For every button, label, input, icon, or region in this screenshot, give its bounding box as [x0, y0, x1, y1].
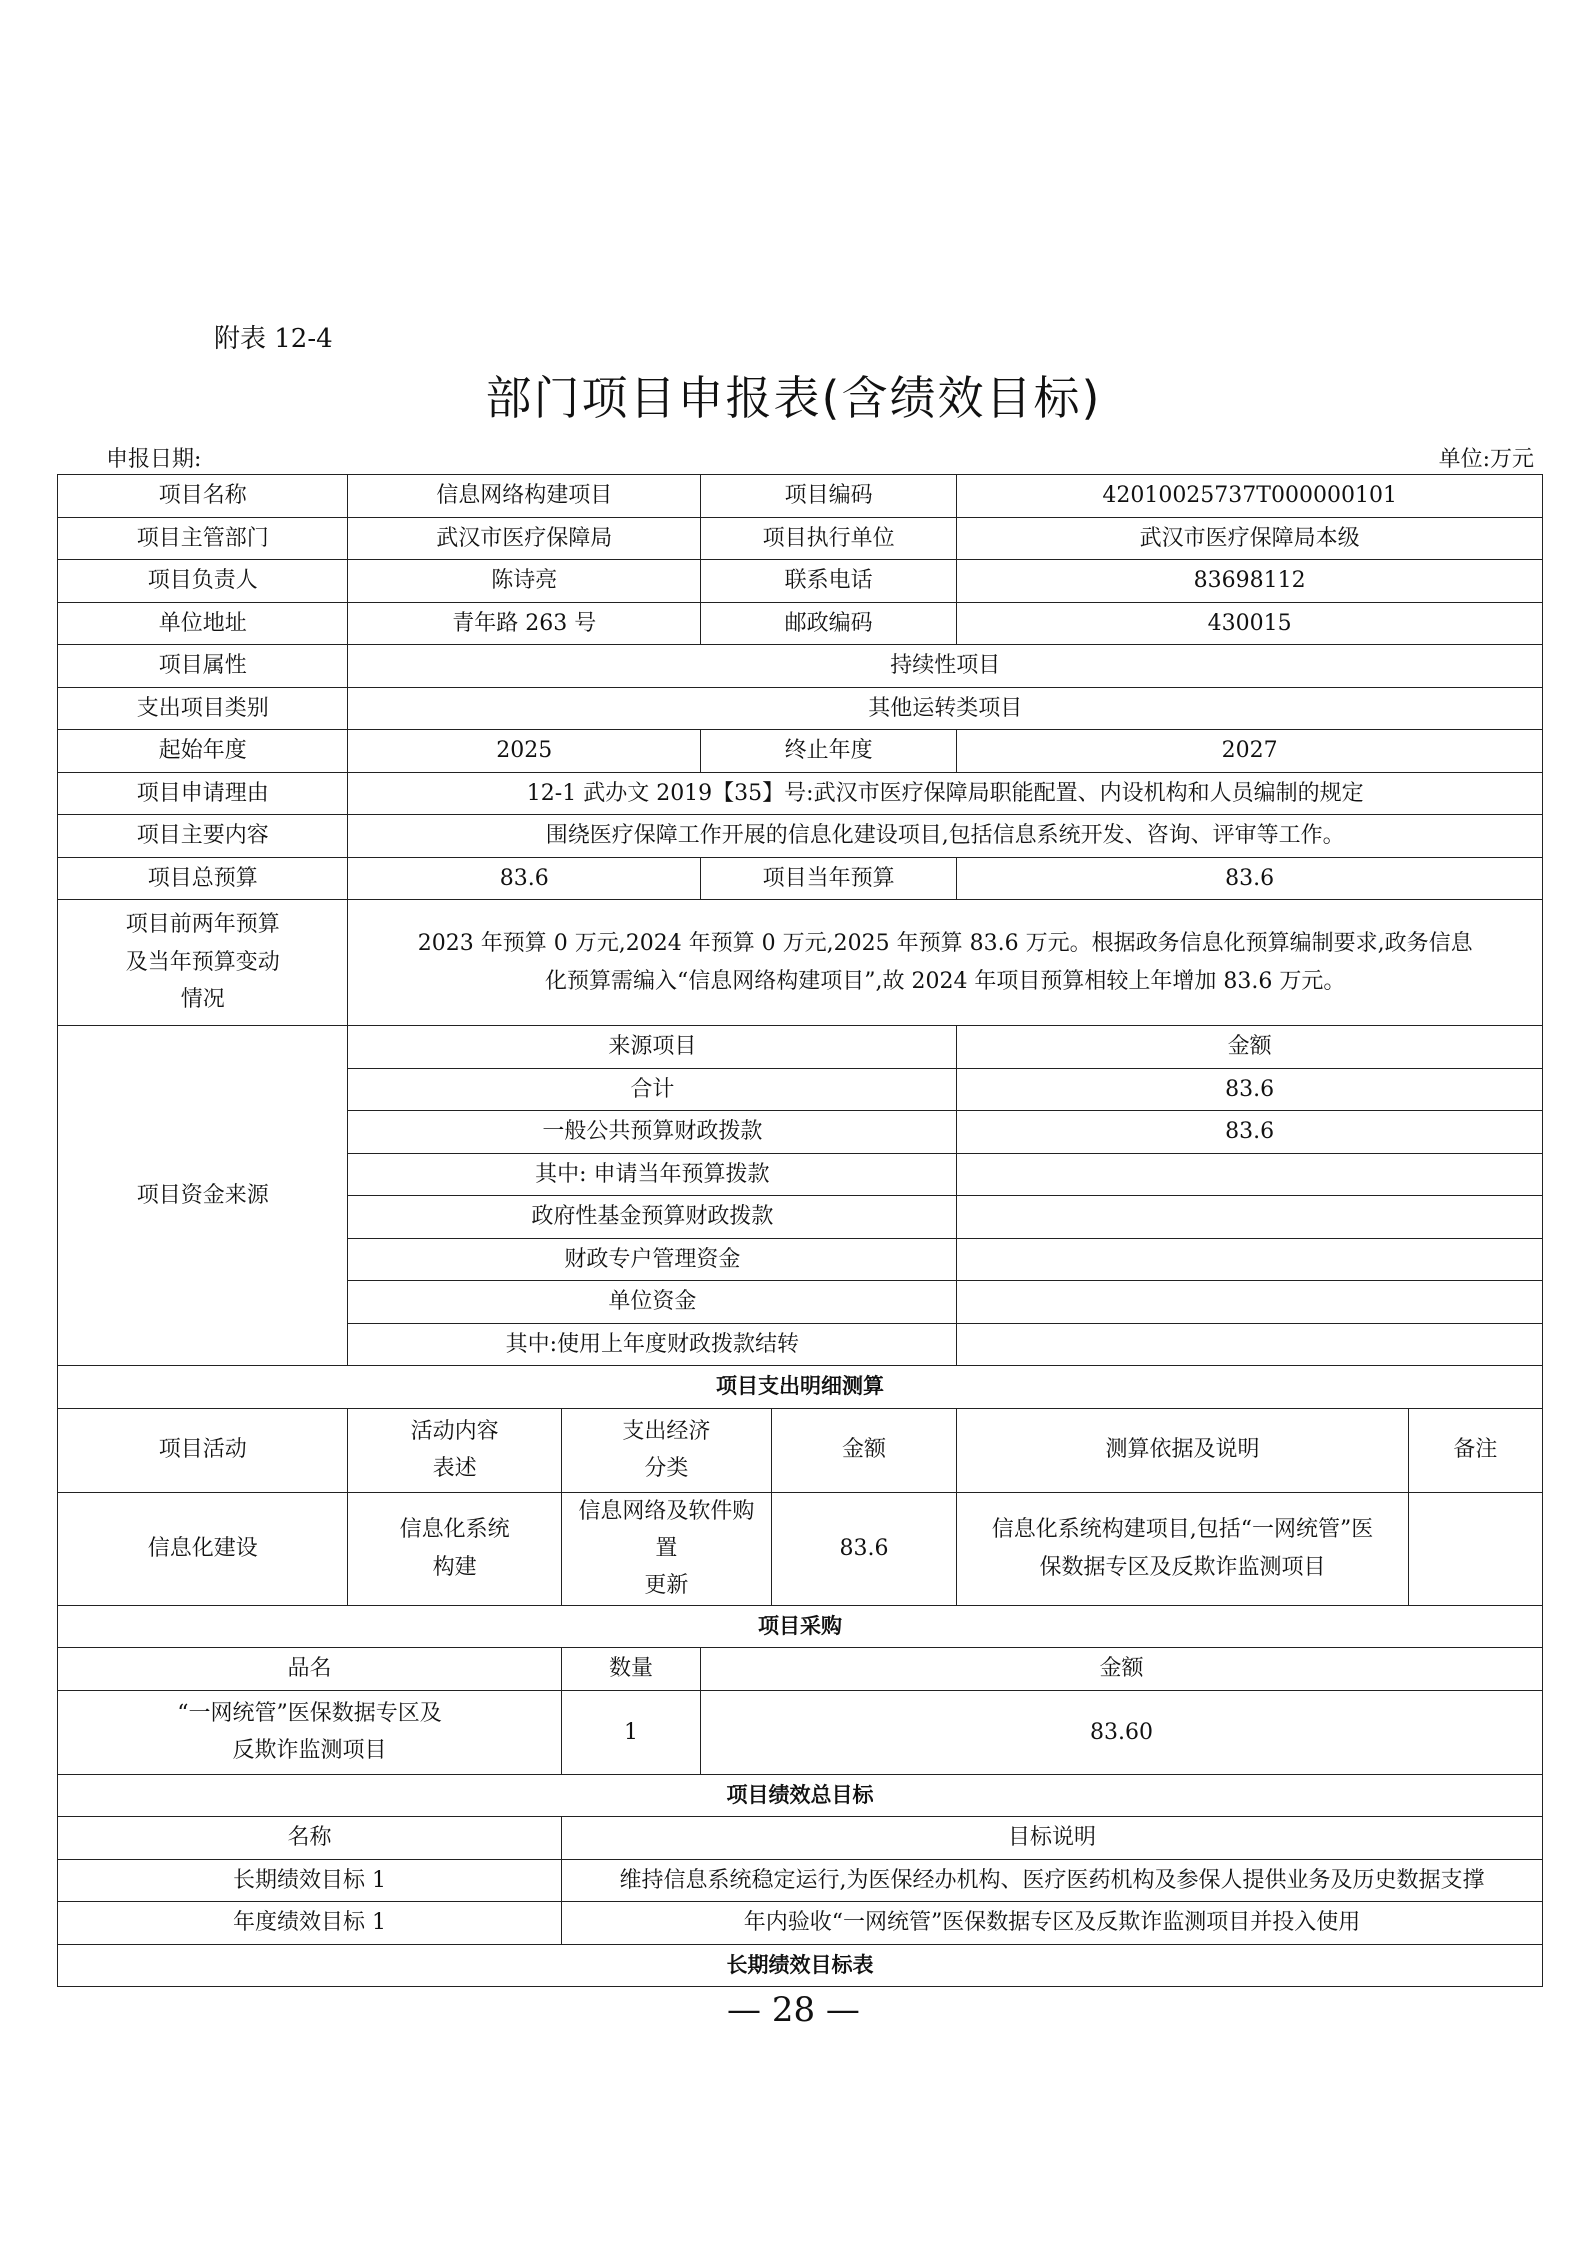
funding-row-name: 其中:使用上年度财政拨款结转 [348, 1323, 957, 1366]
lead-value: 陈诗亮 [348, 560, 701, 603]
unit-label: 单位:万元 [1438, 447, 1534, 472]
address-label: 单位地址 [58, 602, 348, 645]
funding-row-amount [957, 1281, 1543, 1324]
detail-amount: 83.6 [771, 1492, 956, 1605]
funding-row-amount [957, 1196, 1543, 1239]
content-label: 项目主要内容 [58, 815, 348, 858]
detail-desc-line: 构建 [432, 1554, 477, 1580]
procurement-name-line: 反欺诈监测项目 [232, 1738, 387, 1764]
start-year-label: 起始年度 [58, 730, 348, 773]
total-budget-value: 83.6 [348, 857, 701, 900]
content-value: 围绕医疗保障工作开展的信息化建设项目,包括信息系统开发、咨询、评审等工作。 [348, 815, 1543, 858]
dept-label: 项目主管部门 [58, 517, 348, 560]
detail-econ [561, 1492, 771, 1605]
detail-activity-header: 项目活动 [58, 1408, 348, 1492]
funding-row-name: 一般公共预算财政拨款 [348, 1111, 957, 1154]
page-number: — 28 — [727, 1990, 860, 2030]
funding-amount-header: 金额 [957, 1026, 1543, 1069]
table-row [58, 1492, 1543, 1605]
table-row [58, 772, 1543, 815]
detail-econ-header [561, 1408, 771, 1492]
procurement-name-line: “一网统管”医保数据专区及 [177, 1700, 442, 1726]
exec-unit-label: 项目执行单位 [701, 517, 957, 560]
funding-row-name: 政府性基金预算财政拨款 [348, 1196, 957, 1239]
long-goal-table-title: 长期绩效目标表 [58, 1944, 1543, 1987]
funding-source-label: 项目资金来源 [58, 1026, 348, 1366]
project-code-label: 项目编码 [701, 475, 957, 518]
procurement-qty: 1 [561, 1690, 700, 1774]
detail-desc-line: 信息化系统 [399, 1517, 510, 1543]
section-row [58, 1774, 1543, 1817]
project-code-value: 42010025737T000000101 [957, 475, 1543, 518]
long-goal-desc: 维持信息系统稳定运行,为医保经办机构、医疗医药机构及参保人提供业务及历史数据支撑 [561, 1859, 1542, 1902]
detail-econ-header-line: 支出经济 [622, 1418, 711, 1444]
funding-row-amount [957, 1153, 1543, 1196]
budget-change-line: 2023 年预算 0 万元,2024 年预算 0 万元,2025 年预算 83.6 万元。根据政务信息化预算编制要求,政务信息 [417, 931, 1473, 957]
procurement-section-title: 项目采购 [58, 1605, 1543, 1648]
table-row [58, 560, 1543, 603]
project-application-table [57, 474, 1543, 1987]
table-row [58, 900, 1543, 1026]
detail-desc-header [348, 1408, 562, 1492]
table-row [58, 475, 1543, 518]
reason-label: 项目申请理由 [58, 772, 348, 815]
long-goal-name: 长期绩效目标 1 [58, 1859, 562, 1902]
procurement-qty-header: 数量 [561, 1648, 700, 1691]
end-year-value: 2027 [957, 730, 1543, 773]
detail-econ-line: 更新 [644, 1573, 689, 1599]
funding-row-amount [957, 1323, 1543, 1366]
procurement-name [58, 1690, 562, 1774]
budget-change-label [58, 900, 348, 1026]
funding-row-name: 其中: 申请当年预算拨款 [348, 1153, 957, 1196]
table-row [58, 602, 1543, 645]
end-year-label: 终止年度 [701, 730, 957, 773]
procurement-amount-header: 金额 [701, 1648, 1543, 1691]
detail-note [1408, 1492, 1542, 1605]
table-row [58, 1408, 1543, 1492]
funding-row-amount [957, 1238, 1543, 1281]
section-row [58, 1605, 1543, 1648]
phone-label: 联系电话 [701, 560, 957, 603]
table-row [58, 1026, 1543, 1069]
type-label: 支出项目类别 [58, 687, 348, 730]
zip-value: 430015 [957, 602, 1543, 645]
table-row [58, 645, 1543, 688]
project-name-label: 项目名称 [58, 475, 348, 518]
detail-note-header: 备注 [1408, 1408, 1542, 1492]
dept-value: 武汉市医疗保障局 [348, 517, 701, 560]
detail-desc [348, 1492, 562, 1605]
table-row [58, 517, 1543, 560]
goals-desc-header: 目标说明 [561, 1817, 1542, 1860]
detail-section-title: 项目支出明细测算 [58, 1366, 1543, 1409]
procurement-amount: 83.60 [701, 1690, 1543, 1774]
table-row [58, 815, 1543, 858]
detail-basis [957, 1492, 1408, 1605]
detail-desc-header-line: 活动内容 [410, 1418, 499, 1444]
annual-goal-name: 年度绩效目标 1 [58, 1902, 562, 1945]
funding-row-name: 财政专户管理资金 [348, 1238, 957, 1281]
table-row [58, 1859, 1543, 1902]
section-row [58, 1944, 1543, 1987]
table-row [58, 857, 1543, 900]
budget-change-label-line: 情况 [180, 987, 225, 1013]
table-row [58, 1648, 1543, 1691]
page-title: 部门项目申报表(含绩效目标) [485, 371, 1102, 425]
table-row [58, 1690, 1543, 1774]
attachment-label: 附表 12-4 [214, 324, 333, 354]
section-row [58, 1366, 1543, 1409]
detail-basis-header: 测算依据及说明 [957, 1408, 1408, 1492]
budget-change-value [348, 900, 1543, 1026]
zip-label: 邮政编码 [701, 602, 957, 645]
total-budget-label: 项目总预算 [58, 857, 348, 900]
lead-label: 项目负责人 [58, 560, 348, 603]
detail-econ-line: 信息网络及软件购置 [578, 1498, 755, 1561]
funding-row-amount: 83.6 [957, 1111, 1543, 1154]
year-budget-label: 项目当年预算 [701, 857, 957, 900]
procurement-name-header: 品名 [58, 1648, 562, 1691]
budget-change-label-line: 项目前两年预算 [125, 912, 280, 938]
start-year-value: 2025 [348, 730, 701, 773]
goals-name-header: 名称 [58, 1817, 562, 1860]
exec-unit-value: 武汉市医疗保障局本级 [957, 517, 1543, 560]
funding-row-name: 合计 [348, 1068, 957, 1111]
detail-activity: 信息化建设 [58, 1492, 348, 1605]
detail-desc-header-line: 表述 [432, 1456, 477, 1481]
table-row [58, 687, 1543, 730]
reason-value: 12-1 武办文 2019【35】号:武汉市医疗保障局职能配置、内设机构和人员编制的规定 [348, 772, 1543, 815]
detail-basis-line: 信息化系统构建项目,包括“一网统管”医 [991, 1517, 1374, 1543]
attr-value: 持续性项目 [348, 645, 1543, 688]
budget-change-label-line: 及当年预算变动 [125, 949, 280, 975]
phone-value: 83698112 [957, 560, 1543, 603]
detail-econ-header-line: 分类 [644, 1456, 689, 1481]
table-row [58, 1817, 1543, 1860]
detail-basis-line: 保数据专区及反欺诈监测项目 [1039, 1554, 1326, 1580]
attr-label: 项目属性 [58, 645, 348, 688]
detail-amount-header: 金额 [771, 1408, 956, 1492]
annual-goal-desc: 年内验收“一网统管”医保数据专区及反欺诈监测项目并投入使用 [561, 1902, 1542, 1945]
report-date-label: 申报日期: [106, 447, 202, 472]
table-row [58, 730, 1543, 773]
address-value: 青年路 263 号 [348, 602, 701, 645]
year-budget-value: 83.6 [957, 857, 1543, 900]
funding-row-amount: 83.6 [957, 1068, 1543, 1111]
project-name-value: 信息网络构建项目 [348, 475, 701, 518]
funding-row-name: 单位资金 [348, 1281, 957, 1324]
funding-source-header: 来源项目 [348, 1026, 957, 1069]
type-value: 其他运转类项目 [348, 687, 1543, 730]
budget-change-line: 化预算需编入“信息网络构建项目”,故 2024 年项目预算相较上年增加 83.6 万元。 [544, 968, 1346, 994]
goals-section-title: 项目绩效总目标 [58, 1774, 1543, 1817]
table-row [58, 1902, 1543, 1945]
